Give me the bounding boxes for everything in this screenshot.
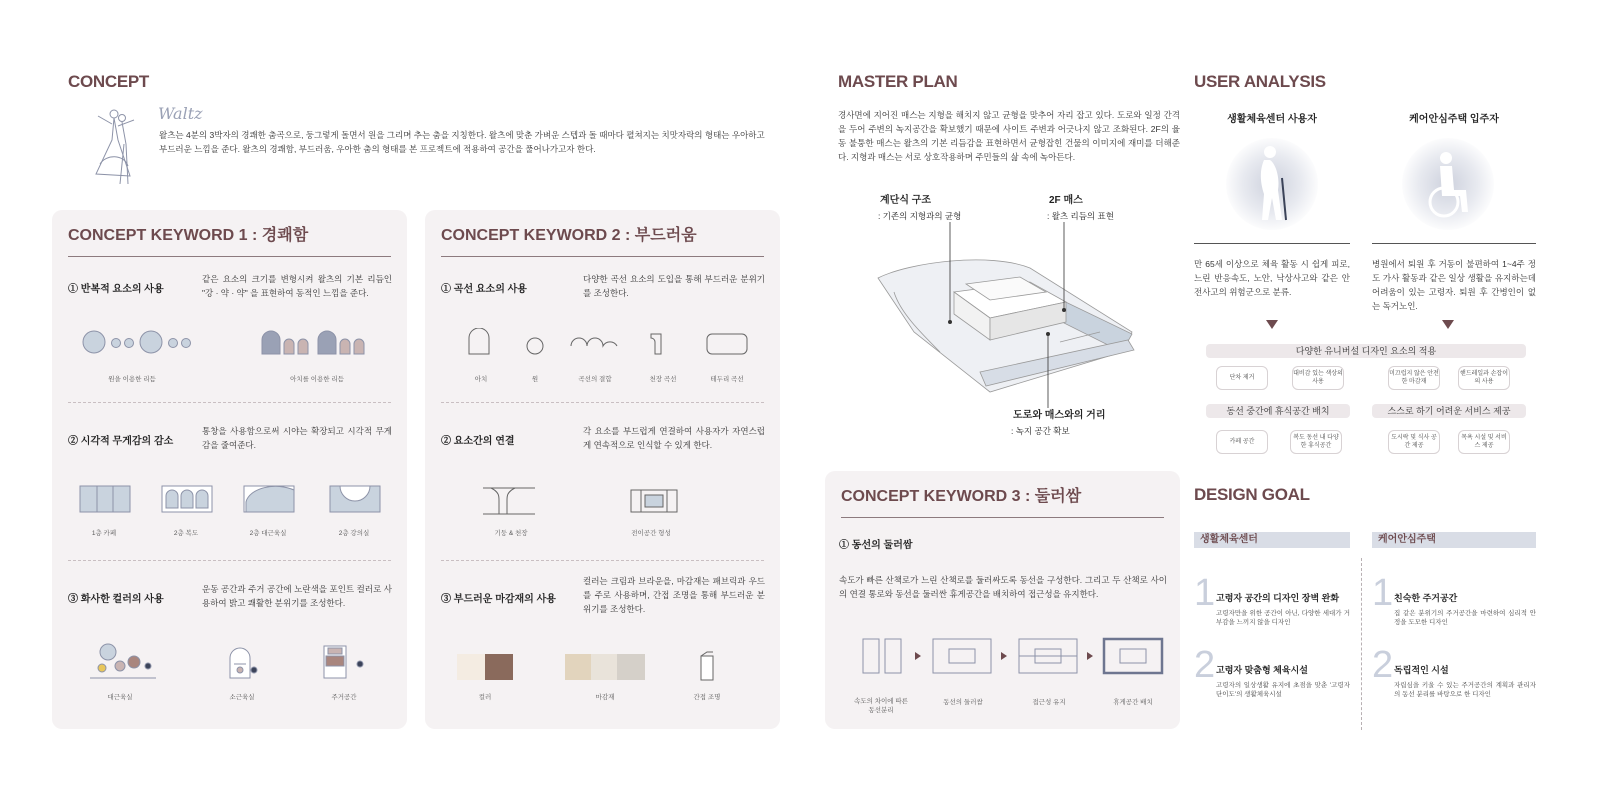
goal-c1-2-desc: 고령자의 일상생활 유지에 초점을 맞춘 '고령자 단이도'의 생활체육시설 bbox=[1216, 682, 1350, 698]
keyword2-caption-indirect-light: 간접 조명 bbox=[693, 694, 721, 701]
arch-rhythm-diagram bbox=[260, 330, 380, 356]
design-goal-title: DESIGN GOAL bbox=[1194, 485, 1310, 504]
keyword2-caption-circle: 원 bbox=[531, 376, 539, 383]
keyword1-section3-label: ③ 화사한 컬러의 사용 bbox=[68, 594, 164, 605]
masterplan-annot3-title: 도로와 매스와의 거리 bbox=[1013, 410, 1106, 421]
ud-item-nonslip-finish: 미끄럽지 않은 안전한 마감재 bbox=[1388, 366, 1440, 390]
keyword1-title: CONCEPT KEYWORD 1 : 경쾌함 bbox=[68, 227, 309, 244]
keyword3-caption-separation: 속도의 차이에 따른 동선분리 bbox=[854, 698, 908, 714]
goal-c2-2-title: 독립적인 시설 bbox=[1394, 665, 1449, 675]
masterplan-annot2-sub: : 왈츠 리듬의 표현 bbox=[1047, 211, 1114, 221]
goal-c1-2-title: 고령자 맞춤형 체육시설 bbox=[1216, 665, 1308, 675]
keyword1-caption-residence: 주거공간 bbox=[331, 694, 357, 701]
keyword1-caption-corridor: 2층 복도 bbox=[173, 530, 199, 537]
keyword2-caption-transition: 전이공간 형성 bbox=[631, 530, 671, 537]
keyword1-section1-label: ① 반복적 요소의 사용 bbox=[68, 284, 164, 295]
keyword1-caption-arch: 아치를 이용한 리듬 bbox=[290, 376, 344, 383]
rest-item-corridor: 복도 동선 내 다양한 휴식공간 bbox=[1290, 430, 1342, 454]
keyword2-caption-curve-combo: 곡선의 결합 bbox=[578, 376, 612, 383]
wheelchair-user-icon bbox=[1420, 150, 1476, 220]
waltz-label: Waltz bbox=[158, 104, 203, 123]
elderly-person-icon bbox=[1254, 144, 1290, 222]
color-room-diagrams bbox=[88, 640, 378, 682]
concept-description: 왈츠는 4분의 3박자의 경쾌한 춤곡으로, 둥그렇게 돌면서 원을 그리며 추는 춤을 지칭한다. 왈츠에 맞춘 가벼운 스텝과 돌 때마다 펼쳐지는 치맛자락의 형태는 우아하고 부드러운 느낌을 준다. 왈츠의 경쾌함, 부드러움, 우아한 춤의 형태를 본 프로젝트에 적용하여 공간을 풀어나가고자 한다. bbox=[159, 130, 765, 154]
dashed-divider bbox=[68, 402, 391, 403]
user2-description: 병원에서 퇴원 후 거동이 불편하여 1~4주 정도 가사 활동과 같은 일상 생활을 유지하는데 어려움이 있는 고령자. 퇴원 후 간병인이 없는 독거노인. bbox=[1372, 259, 1536, 311]
goal-c2-2-number: 2 bbox=[1372, 644, 1394, 686]
circulation-sequence-diagram bbox=[861, 635, 1171, 677]
concept-keyword-2-card bbox=[425, 210, 780, 729]
keyword2-title: CONCEPT KEYWORD 2 : 부드러움 bbox=[441, 227, 697, 244]
window-diagrams bbox=[78, 484, 383, 514]
goal-c2-1-desc: 집 같은 분위기의 주거공간을 마련하여 심리적 안정을 도모한 디자인 bbox=[1394, 610, 1536, 626]
keyword2-section3-desc: 컬러는 크림과 브라운을, 마감재는 패브릭과 우드를 주로 사용하며, 간접 조명을 통해 부드러운 분위기를 조성한다. bbox=[583, 576, 765, 614]
service-item-bath: 목욕 시설 및 서비스 제공 bbox=[1458, 430, 1510, 454]
masterplan-description: 경사면에 지어진 매스는 지형을 해치지 않고 균형을 맞추어 자리 잡고 있다. 도로와 일정 간격을 두어 주변의 녹지공간을 확보했기 때문에 사이트 주변과 어긋나지 않고 조화된다. 2F의 율동 불퉁한 매스는 왈츠의 기본 리듬감을 표현하면서 균형잡힌 건물의 이미지에 재미를 더해준다. 지형과 매스는 서로 상호작용하며 주민들의 삶 속에 녹아든다. bbox=[838, 110, 1180, 162]
masterplan-annot1-sub: : 기존의 지형과의 균형 bbox=[878, 211, 962, 221]
service-item-meal: 도시락 및 식사 공간 제공 bbox=[1388, 430, 1440, 454]
down-arrow-icon bbox=[1442, 320, 1454, 329]
keyword2-caption-ceiling-curve: 천장 곡선 bbox=[649, 376, 677, 383]
keyword2-section3-label: ③ 부드러운 마감재의 사용 bbox=[441, 594, 556, 605]
keyword2-section2-desc: 각 요소를 부드럽게 연결하여 사용자가 자연스럽게 연속적으로 인식할 수 있게 한다. bbox=[583, 426, 765, 450]
concept-keyword-3-card bbox=[825, 471, 1180, 729]
masterplan-annot1-title: 계단식 구조 bbox=[880, 195, 932, 206]
connection-diagrams bbox=[481, 486, 681, 516]
dashed-divider bbox=[68, 560, 391, 561]
keyword3-caption-rest-space: 휴게공간 배치 bbox=[1113, 699, 1153, 706]
masterplan-title: MASTER PLAN bbox=[838, 72, 958, 91]
keyword2-caption-color: 컬러 bbox=[478, 694, 492, 701]
design-goal-col2-head: 케어안심주택 bbox=[1372, 532, 1536, 548]
design-goal-divider bbox=[1361, 558, 1362, 730]
keyword3-caption-accessibility: 접근성 유지 bbox=[1032, 699, 1066, 706]
goal-c1-1-number: 1 bbox=[1194, 572, 1216, 614]
ud-item-handrail: 핸드레일과 손잡이의 사용 bbox=[1458, 366, 1510, 390]
divider bbox=[68, 256, 391, 257]
color-swatch-brown bbox=[485, 654, 513, 680]
masterplan-annot3-sub: : 녹지 공간 확보 bbox=[1011, 426, 1070, 436]
universal-design-pill: 다양한 유니버설 디자인 요소의 적용 bbox=[1206, 344, 1526, 358]
rest-space-pill: 동선 중간에 휴식공간 배치 bbox=[1206, 404, 1350, 418]
color-swatch-cream bbox=[457, 654, 485, 680]
goal-c1-1-title: 고령자 공간의 디자인 장벽 완화 bbox=[1216, 593, 1340, 603]
indirect-lighting-diagram bbox=[697, 650, 717, 682]
keyword3-section1-label: ① 동선의 둘러쌈 bbox=[839, 540, 913, 551]
curve-elements-diagram bbox=[465, 328, 755, 358]
keyword1-caption-big-gym: 대근육실 bbox=[107, 694, 133, 701]
keyword1-caption-gym: 2층 대근육실 bbox=[249, 530, 287, 537]
keyword2-caption-arch: 아치 bbox=[474, 376, 488, 383]
user1-rule bbox=[1194, 243, 1350, 244]
divider bbox=[441, 256, 764, 257]
user1-description: 만 65세 이상으로 체육 활동 시 쉽게 피로, 느린 반응속도, 노안, 낙상사고와 같은 안전사고의 위험군으로 분류. bbox=[1194, 259, 1350, 297]
goal-c2-1-number: 1 bbox=[1372, 572, 1394, 614]
masterplan-annot2-title: 2F 매스 bbox=[1049, 195, 1083, 206]
user2-rule bbox=[1372, 243, 1536, 244]
keyword2-caption-material: 마감재 bbox=[595, 694, 615, 701]
keyword1-section1-desc: 같은 요소의 크기를 변형시켜 왈츠의 기본 리듬인 "강 · 약 · 약" 을 표현하여 동적인 느낌을 준다. bbox=[202, 274, 392, 298]
keyword2-section2-label: ② 요소간의 연결 bbox=[441, 436, 515, 447]
keyword1-section2-label: ② 시각적 무게감의 감소 bbox=[68, 436, 174, 447]
service-pill: 스스로 하기 어려운 서비스 제공 bbox=[1372, 404, 1526, 418]
dashed-divider bbox=[441, 560, 764, 561]
masterplan-axonometric-drawing bbox=[870, 222, 1140, 412]
keyword1-section2-desc: 통창을 사용함으로써 시야는 확장되고 시각적 무게감을 줄여준다. bbox=[202, 426, 392, 450]
dashed-divider bbox=[441, 402, 764, 403]
user2-title: 케어안심주택 입주자 bbox=[1409, 114, 1499, 125]
keyword2-caption-column-ceiling: 기둥 & 천장 bbox=[494, 530, 528, 537]
goal-c2-1-title: 친숙한 주거공간 bbox=[1394, 593, 1458, 603]
keyword1-caption-lecture: 2층 강의실 bbox=[338, 530, 370, 537]
keyword3-description: 속도가 빠른 산책로가 느린 산책로를 둘러싸도록 동선을 구성한다. 그리고 두 산책로 사이의 연결 통로와 동선을 둘러싼 휴게공간을 배치하여 접근성을 유지한다. bbox=[839, 575, 1167, 599]
down-arrow-icon bbox=[1266, 320, 1278, 329]
circle-rhythm-diagram bbox=[80, 328, 195, 358]
material-swatch-wood bbox=[565, 654, 591, 680]
keyword2-section1-desc: 다양한 곡선 요소의 도입을 통해 부드러운 분위기를 조성한다. bbox=[583, 274, 765, 298]
ud-item-no-step: 단차 제거 bbox=[1216, 366, 1268, 390]
design-goal-col1-head: 생활체육센터 bbox=[1194, 532, 1350, 548]
keyword1-section3-desc: 운동 공간과 주거 공간에 노란색을 포인트 컬러로 사용하여 밝고 쾌활한 분위기를 조성한다. bbox=[202, 584, 392, 608]
keyword2-section1-label: ① 곡선 요소의 사용 bbox=[441, 284, 527, 295]
goal-c1-1-desc: 고령자만을 위한 공간이 아닌, 다양한 세대가 거부감을 느끼지 않을 디자인 bbox=[1216, 610, 1350, 626]
user-analysis-title: USER ANALYSIS bbox=[1194, 72, 1326, 91]
keyword1-caption-circle: 원을 이용한 리듬 bbox=[108, 376, 156, 383]
material-swatch-fabric bbox=[591, 654, 617, 680]
user1-title: 생활체육센터 사용자 bbox=[1227, 114, 1317, 125]
ud-item-contrast-color: 대비감 있는 색상의 사용 bbox=[1292, 366, 1344, 390]
rest-item-cafe: 카페 공간 bbox=[1216, 430, 1268, 454]
keyword1-caption-cafe: 1층 카페 bbox=[91, 530, 117, 537]
keyword1-caption-small-gym: 소근육실 bbox=[229, 694, 255, 701]
keyword3-title: CONCEPT KEYWORD 3 : 둘러쌈 bbox=[841, 488, 1082, 505]
concept-keyword-1-card bbox=[52, 210, 407, 729]
divider bbox=[841, 517, 1164, 518]
goal-c1-2-number: 2 bbox=[1194, 644, 1216, 686]
material-swatch-stone bbox=[617, 654, 645, 680]
goal-c2-2-desc: 자립심을 키울 수 있는 주거공간의 계획과 관리자의 동선 분리를 바탕으로 한 디자인 bbox=[1394, 682, 1536, 698]
keyword3-caption-enclosure: 동선의 둘러쌈 bbox=[943, 699, 983, 706]
concept-title: CONCEPT bbox=[68, 72, 150, 91]
waltz-dancers-illustration bbox=[84, 104, 144, 188]
keyword2-caption-border-curve: 테두리 곡선 bbox=[710, 376, 744, 383]
